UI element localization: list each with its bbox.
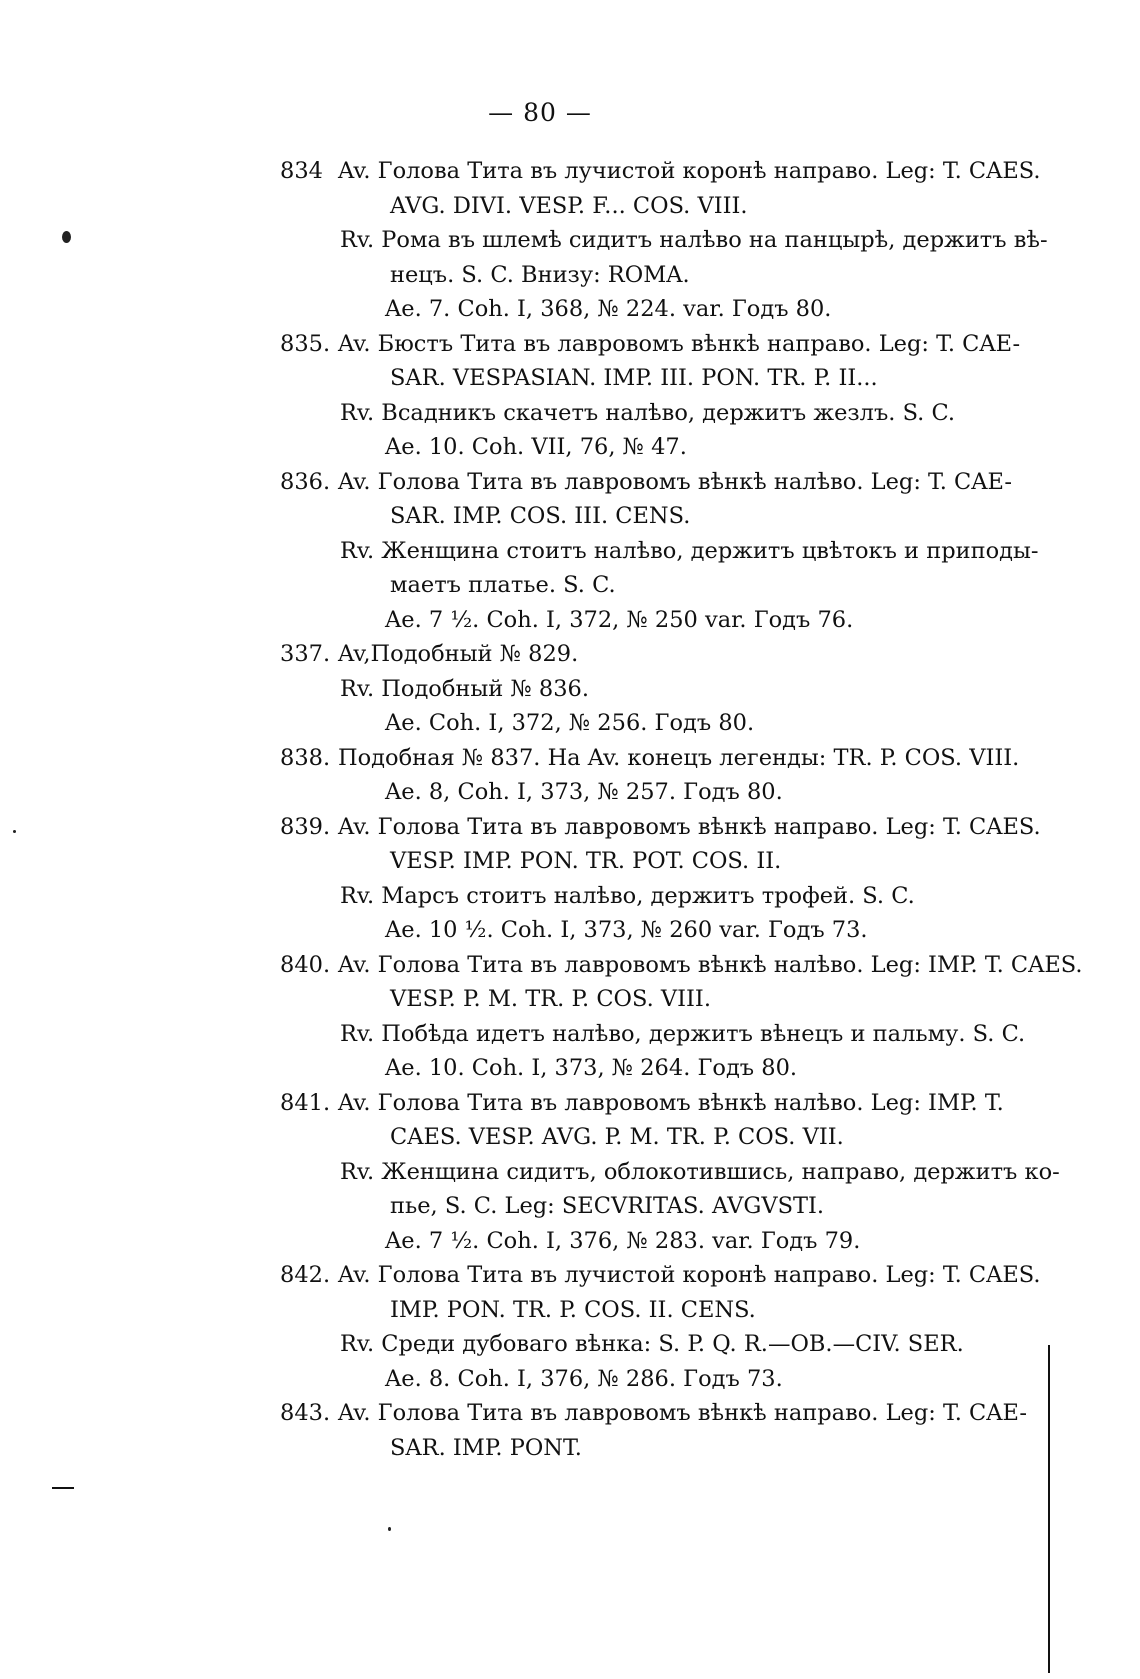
entry-text: Ae. 7 ½. Coh. I, 372, № 250 var. Годъ 76. [385, 606, 854, 633]
entry-text: Rv. Рома въ шлемѣ сидитъ налѣво на панцырѣ, держитъ вѣ- [340, 227, 1048, 253]
scan-speck-mark [13, 830, 16, 833]
entry-line [0, 1327, 1140, 1362]
entry-line [0, 361, 1140, 396]
entry-first-line [0, 948, 1140, 983]
entry-first-line [0, 327, 1140, 362]
entry-line [0, 844, 1140, 879]
entry-text: Ae. 8, Coh. I, 373, № 257. Годъ 80. [385, 779, 783, 805]
entry-line [0, 1362, 1140, 1397]
entry-number: 834 [280, 158, 323, 184]
entry-text: IMP. PON. TR. P. COS. II. CENS. [390, 1296, 756, 1323]
entry-text: Ae. 10 ½. Coh. I, 373, № 260 var. Годъ 73. [385, 917, 868, 943]
entry-first-line [0, 1086, 1140, 1121]
entry-number: 840. [280, 951, 331, 978]
entry-text: CAES. VESP. AVG. P. M. TR. P. COS. VII. [390, 1124, 844, 1150]
entry-text: SAR. IMP. COS. III. CENS. [390, 503, 691, 529]
entry-text: Av. Голова Тита въ лавровомъ вѣнкѣ направо. Leg: T. CAE- [338, 1400, 1027, 1426]
entry-first-line [0, 154, 1140, 189]
catalogue-entries [0, 154, 1140, 1465]
entry-line [0, 189, 1140, 224]
entry-text: Av. Голова Тита въ лавровомъ вѣнкѣ направо. Leg: T. CAES. [338, 813, 1041, 840]
entry-text: Av. Голова Тита въ лавровомъ вѣнкѣ налѣво. Leg: IMP. T. CAES. [338, 951, 1083, 978]
entry-text: Rv. Женщина стоитъ налѣво, держитъ цвѣтокъ и приподы- [340, 537, 1039, 564]
entry-text: Ae. Coh. I, 372, № 256. Годъ 80. [385, 710, 755, 736]
entry-line [0, 568, 1140, 603]
entry-text: AVG. DIVI. VESP. F... COS. VIII. [390, 192, 748, 219]
entry-line [0, 1431, 1140, 1466]
entry-line [0, 499, 1140, 534]
entry-text: VESP. IMP. PON. TR. POT. COS. II. [390, 848, 782, 874]
entry-line [0, 534, 1140, 569]
entry-text: SAR. VESPASIAN. IMP. III. PON. TR. P. II... [390, 365, 878, 391]
entry-text: Av,Подобный № 829. [338, 641, 579, 667]
entry-text: VESP. P. M. TR. P. COS. VIII. [390, 986, 711, 1012]
entry-first-line [0, 1258, 1140, 1293]
entry-first-line [0, 741, 1140, 776]
entry-text: Rv. Среди дубоваго вѣнка: S. P. Q. R.—OB.—CIV. SER. [340, 1331, 964, 1357]
entry-line [0, 706, 1140, 741]
entry-number: 835. [280, 330, 331, 357]
entry-first-line [0, 637, 1140, 672]
entry-text: Av. Голова Тита въ лавровомъ вѣнкѣ налѣво. Leg: T. CAE- [338, 468, 1012, 495]
entry-text: Rv. Побѣда идетъ налѣво, держитъ вѣнецъ и пальму. S. C. [340, 1020, 1026, 1047]
scan-speck-mark [388, 1527, 391, 1531]
entry-line [0, 775, 1140, 810]
entry-text: Подобная № 837. На Av. конецъ легенды: TR. P. COS. VIII. [338, 744, 1020, 771]
entry-number: 337. [280, 641, 331, 667]
entry-line [0, 1017, 1140, 1052]
entry-number: 842. [280, 1262, 331, 1288]
entry-first-line [0, 810, 1140, 845]
entry-line [0, 603, 1140, 638]
entry-number: 841. [280, 1089, 331, 1116]
entry-number: 839. [280, 813, 331, 840]
entry-line [0, 879, 1140, 914]
page-number: — 80 — [488, 98, 592, 127]
entry-line [0, 258, 1140, 293]
entry-text: Av. Голова Тита въ лавровомъ вѣнкѣ налѣво. Leg: IMP. T. [338, 1089, 1004, 1116]
entry-text: маетъ платье. S. C. [390, 572, 616, 598]
entry-first-line [0, 1396, 1140, 1431]
entry-text: SAR. IMP. PONT. [390, 1434, 582, 1461]
entry-line [0, 1293, 1140, 1328]
entry-text: Ae. 10. Coh. I, 373, № 264. Годъ 80. [385, 1055, 798, 1081]
entry-line [0, 1189, 1140, 1224]
entry-line [0, 430, 1140, 465]
entry-line [0, 1051, 1140, 1086]
entry-text: Rv. Женщина сидитъ, облокотившись, направо, держитъ ко- [340, 1158, 1060, 1185]
entry-line [0, 913, 1140, 948]
entry-text: Ae. 10. Coh. VII, 76, № 47. [385, 434, 687, 460]
entry-number: 843. [280, 1400, 331, 1426]
entry-number: 836. [280, 468, 331, 495]
entry-text: нецъ. S. C. Внизу: ROMA. [390, 261, 690, 288]
entry-number: 838. [280, 744, 331, 771]
entry-line [0, 1224, 1140, 1259]
entry-line [0, 223, 1140, 258]
entry-first-line [0, 465, 1140, 500]
entry-text: Rv. Всадникъ скачетъ налѣво, держитъ жезлъ. S. C. [340, 399, 956, 426]
entry-text: Av. Бюстъ Тита въ лавровомъ вѣнкѣ направо. Leg: T. CAE- [338, 330, 1021, 357]
entry-text: Av. Голова Тита въ лучистой коронѣ направо. Leg: T. CAES. [338, 1262, 1041, 1288]
scan-dash-mark [52, 1487, 74, 1489]
entry-text: пье, S. C. Leg: SECVRITAS. AVGVSTI. [390, 1193, 825, 1219]
entry-text: Ae. 7. Coh. I, 368, № 224. var. Годъ 80. [385, 296, 832, 322]
entry-text: Ae. 7 ½. Coh. I, 376, № 283. var. Годъ 79. [385, 1227, 861, 1254]
entry-text: Rv. Подобный № 836. [340, 675, 589, 702]
entry-line [0, 982, 1140, 1017]
entry-text: Rv. Марсъ стоитъ налѣво, держитъ трофей. S. C. [340, 882, 915, 909]
scan-edge-line [1048, 1345, 1050, 1673]
entry-text: Av. Голова Тита въ лучистой коронѣ направо. Leg: T. CAES. [338, 158, 1041, 184]
scan-dot-mark [62, 231, 71, 243]
entry-text: Ae. 8. Coh. I, 376, № 286. Годъ 73. [385, 1365, 783, 1392]
entry-line [0, 672, 1140, 707]
entry-line [0, 1155, 1140, 1190]
entry-line [0, 292, 1140, 327]
entry-line [0, 396, 1140, 431]
entry-line [0, 1120, 1140, 1155]
